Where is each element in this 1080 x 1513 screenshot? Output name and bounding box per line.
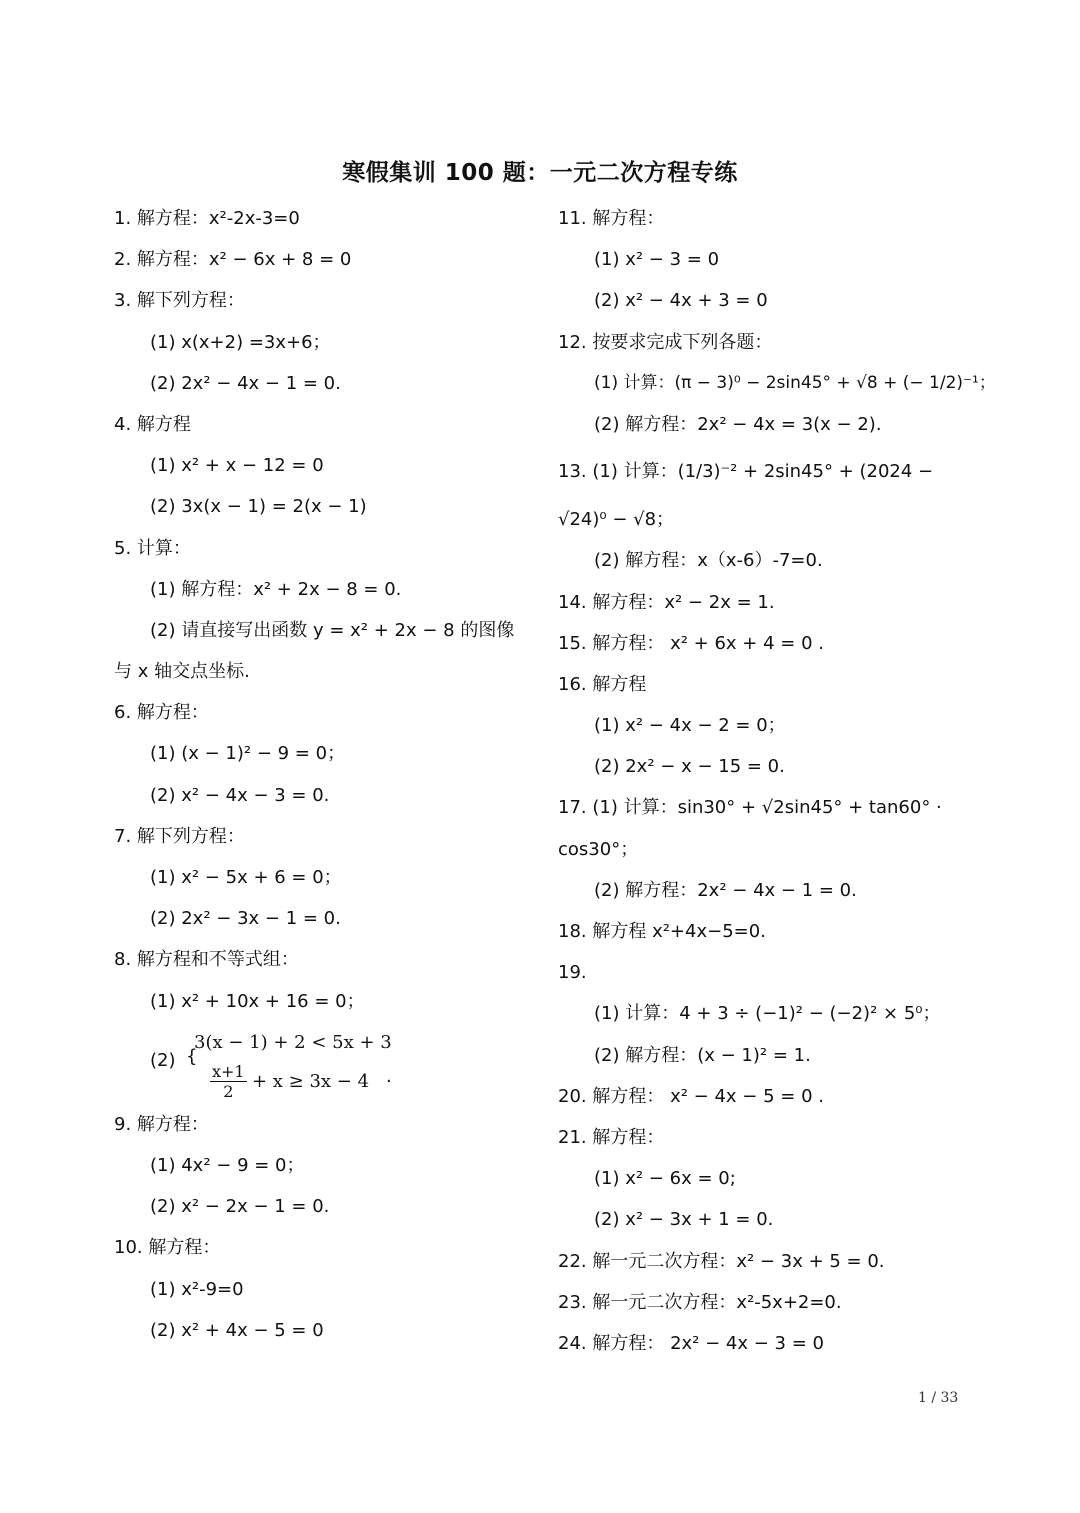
- sub-problem-line: (1) x² + 10x + 16 = 0；: [150, 990, 365, 1012]
- sub-problem-line: (2) x² − 4x − 3 = 0.: [150, 784, 330, 806]
- sub-problem-line: (2) 解方程：2x² − 4x = 3(x − 2).: [594, 413, 882, 435]
- sub-problem-line: (1) (x − 1)² − 9 = 0；: [150, 743, 346, 765]
- sub-problem-line: (1) x² − 4x − 2 = 0；: [594, 715, 786, 737]
- problem-line: 23. 解一元二次方程：x²-5x+2=0.: [558, 1291, 842, 1313]
- system-inequality-2: + x ≥ 3x − 4: [252, 1070, 370, 1092]
- sub-problem-line: (2) x² − 3x + 1 = 0.: [594, 1209, 774, 1231]
- sub-problem-line: (1) x² − 6x = 0;: [594, 1168, 736, 1190]
- sub-problem-line: (2) 2x² − 3x − 1 = 0.: [150, 908, 341, 930]
- sub-problem-line: (2) x² + 4x − 5 = 0: [150, 1319, 324, 1341]
- problem-line: 8. 解方程和不等式组：: [114, 949, 299, 971]
- problem-line: 11. 解方程：: [558, 208, 665, 229]
- problem-line: 3. 解下列方程：: [114, 290, 245, 312]
- problem-continuation: √24)⁰ − √8；: [558, 509, 675, 531]
- problem-line: 17. (1) 计算：sin30° + √2sin45° + tan60° ·: [558, 797, 942, 819]
- problem-continuation: cos30°；: [558, 838, 639, 860]
- problem-line: 6. 解方程：: [114, 702, 209, 724]
- problem-line: 10. 解方程：: [114, 1237, 221, 1259]
- sub-problem-line: (1) x(x+2) =3x+6；: [150, 331, 331, 353]
- problem-line: 15. 解方程： x² + 6x + 4 = 0 .: [558, 632, 824, 654]
- problem-line: 22. 解一元二次方程：x² − 3x + 5 = 0.: [558, 1250, 885, 1272]
- left-column: [114, 198, 534, 1351]
- sub-problem-line: (2) 解方程：(x − 1)² = 1.: [594, 1044, 811, 1066]
- fraction-denominator: 2: [223, 1081, 234, 1101]
- problem-line: 18. 解方程 x²+4x−5=0.: [558, 921, 766, 942]
- sub-problem-line: (1) x² + x − 12 = 0: [150, 455, 324, 477]
- sub-problem-line: (1) 计算：4 + 3 ÷ (−1)² − (−2)² × 5⁰；: [594, 1003, 941, 1025]
- sub-problem-line: (1) 4x² − 9 = 0；: [150, 1154, 305, 1176]
- system-end-period: .: [386, 1065, 392, 1087]
- sub-problem-line: (1) 计算：(π − 3)⁰ − 2sin45° + √8 + (− 1/2)⁻¹；: [594, 372, 996, 393]
- page-number: 1 / 33: [918, 1390, 959, 1406]
- sub-problem-line: (2) x² − 2x − 1 = 0.: [150, 1196, 330, 1218]
- problem-line: 13. (1) 计算：(1/3)⁻² + 2sin45° + (2024 −: [558, 461, 934, 483]
- problem-line: 7. 解下列方程：: [114, 825, 245, 847]
- problem-line: 4. 解方程: [114, 413, 191, 435]
- problem-line: 19.: [558, 962, 587, 984]
- system-brace: {: [186, 1045, 198, 1067]
- problem-line: 12. 按要求完成下列各题：: [558, 331, 773, 353]
- sub-problem-line: (1) x² − 5x + 6 = 0；: [150, 867, 342, 888]
- sub-problem-line: (2) 2x² − 4x − 1 = 0.: [150, 372, 341, 394]
- sub-problem-line: (2) 解方程：2x² − 4x − 1 = 0.: [594, 879, 857, 901]
- sub-problem-line: (1) x²-9=0: [150, 1278, 244, 1300]
- page-title: 寒假集训 100 题：一元二次方程专练: [342, 160, 738, 186]
- sub-problem-line: (2) 2x² − x − 15 = 0.: [594, 756, 785, 778]
- problem-line: 14. 解方程：x² − 2x = 1.: [558, 591, 775, 613]
- sub-problem-line: (1) x² − 3 = 0: [594, 249, 720, 271]
- problem-continuation: 与 x 轴交点坐标.: [114, 661, 250, 683]
- system-label: (2): [150, 1049, 176, 1071]
- problem-line: 5. 计算：: [114, 537, 191, 559]
- sub-problem-line: (2) x² − 4x + 3 = 0: [594, 290, 768, 312]
- sub-problem-line: (1) 解方程：x² + 2x − 8 = 0.: [150, 578, 402, 600]
- right-column: [558, 198, 996, 1364]
- sub-problem-line: (2) 3x(x − 1) = 2(x − 1): [150, 496, 367, 518]
- fraction-numerator: x+1: [212, 1061, 245, 1081]
- sub-problem-line: (2) 请直接写出函数 y = x² + 2x − 8 的图像: [150, 619, 515, 641]
- problem-line: 1. 解方程：x²-2x-3=0: [114, 208, 300, 229]
- problem-line: 24. 解方程： 2x² − 4x − 3 = 0: [558, 1332, 824, 1354]
- system-inequality-1: 3(x − 1) + 2 < 5x + 3: [194, 1031, 392, 1053]
- problem-line: 21. 解方程：: [558, 1126, 665, 1148]
- problem-line: 20. 解方程： x² − 4x − 5 = 0 .: [558, 1085, 824, 1107]
- inequality-system: [114, 1022, 534, 1104]
- sub-problem-line: (2) 解方程：x（x-6）-7=0.: [594, 550, 823, 572]
- problem-line: 9. 解方程：: [114, 1113, 209, 1135]
- system-fraction: [210, 1062, 247, 1101]
- problem-line: 16. 解方程: [558, 673, 647, 695]
- problem-line: 2. 解方程：x² − 6x + 8 = 0: [114, 249, 352, 271]
